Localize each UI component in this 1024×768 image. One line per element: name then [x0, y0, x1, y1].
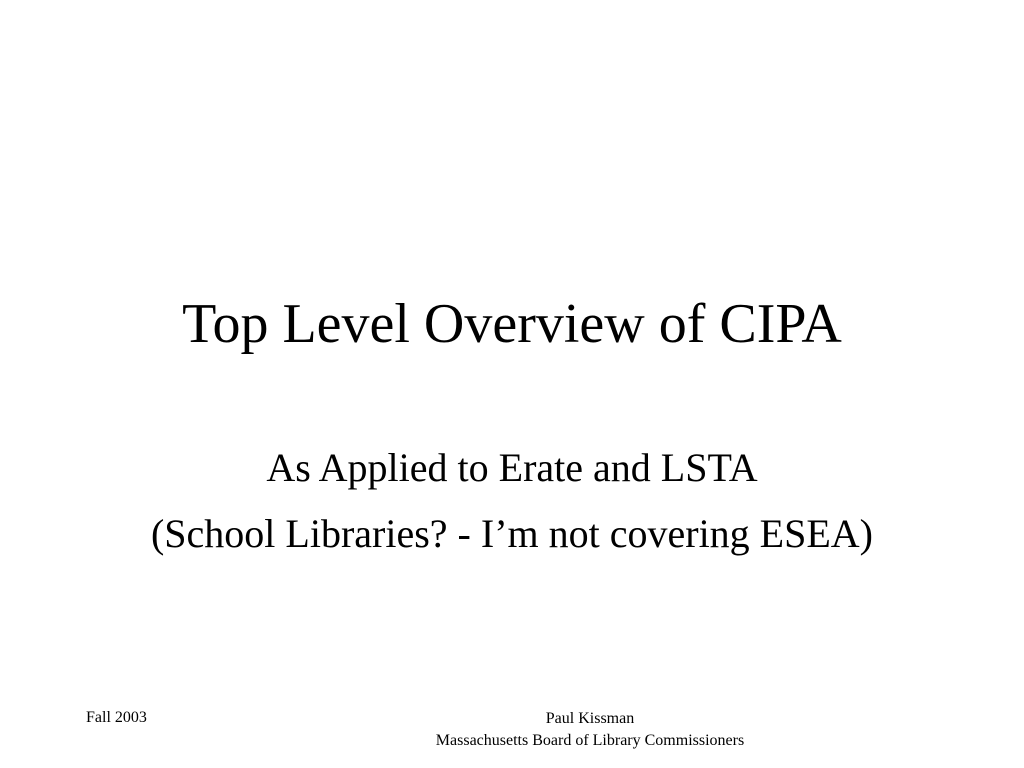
footer-author: Paul Kissman	[545, 710, 635, 727]
subtitle-line-1: As Applied to Erate and LSTA	[266, 445, 758, 490]
slide-title: Top Level Overview of CIPA	[182, 293, 842, 355]
slide-subtitle	[150, 444, 874, 558]
footer-date: Fall 2003	[86, 709, 147, 726]
subtitle-line-2: (School Libraries? - I’m not covering ESEA)	[150, 511, 873, 556]
footer-organization: Massachusetts Board of Library Commissioners	[435, 732, 745, 749]
footer-credit	[380, 708, 800, 752]
